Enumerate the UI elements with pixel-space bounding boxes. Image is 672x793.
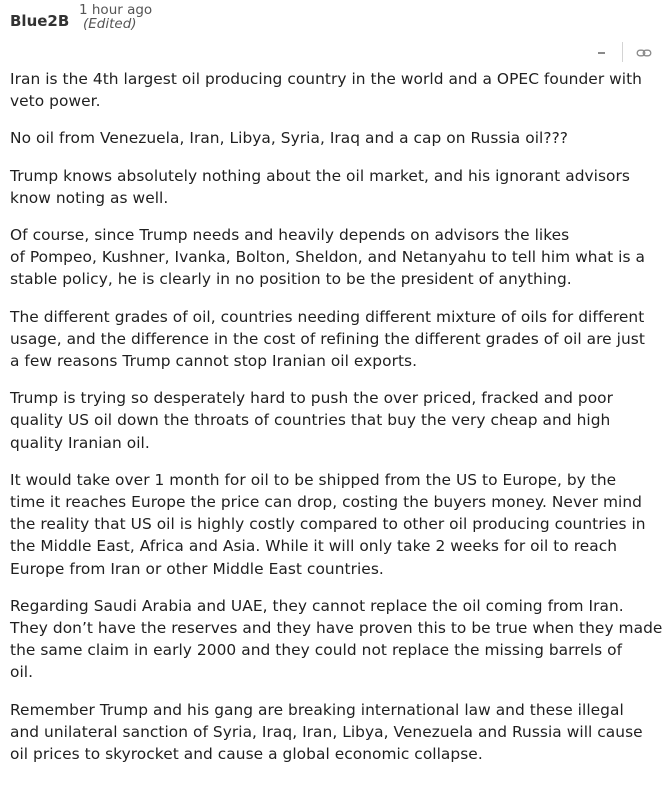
paragraph-line: oil. [10,663,34,682]
comment-body [10,68,670,780]
paragraph-line: Europe from Iran or other Middle East countries. [10,559,384,578]
paragraph-line: know noting as well. [10,188,169,207]
paragraph-line: Trump knows absolutely nothing about the oil market, and his ignorant advisors [10,166,630,185]
comment-paragraph [10,127,670,149]
paragraph-line: of Pompeo, Kushner, Ivanka, Bolton, Sheldon, and Netanyahu to tell him what is a [10,248,645,267]
paragraph-line: Remember Trump and his gang are breaking international law and these illegal [10,700,624,719]
paragraph-line: quality Iranian oil. [10,433,150,452]
comment-author[interactable]: Blue2B [10,12,70,30]
minus-icon[interactable] [596,42,610,62]
paragraph-line: the reality that US oil is highly costly compared to other oil producing countries in [10,515,646,534]
paragraph-line: It would take over 1 month for oil to be shipped from the US to Europe, by the [10,470,617,489]
comment-paragraph [10,595,670,684]
comment-timestamp[interactable]: 1 hour ago [79,2,153,18]
comment-paragraph [10,699,670,766]
paragraph-line: Regarding Saudi Arabia and UAE, they cannot replace the oil coming from Iran. [10,596,624,615]
paragraph-line: and unilateral sanction of Syria, Iraq, Iran, Libya, Venezuela and Russia will cause [10,722,643,741]
paragraph-line: the Middle East, Africa and Asia. While it will only take 2 weeks for oil to reach [10,537,618,556]
comment-paragraph [10,306,670,373]
paragraph-line: time it reaches Europe the price can drop, costing the buyers money. Never mind [10,493,642,512]
paragraph-line: Of course, since Trump needs and heavily depends on advisors the likes [10,226,570,245]
edited-label: (Edited) [83,16,137,32]
paragraph-line: Trump is trying so desperately hard to push the over priced, fracked and poor [10,389,613,408]
paragraph-line: stable policy, he is clearly in no position to be the president of anything. [10,270,572,289]
paragraph-line: No oil from Venezuela, Iran, Libya, Syria, Iraq and a cap on Russia oil??? [10,129,569,148]
comment-paragraph [10,165,670,209]
comment-paragraph [10,469,670,580]
paragraph-line: usage, and the difference in the cost of refining the different grades of oil are just [10,329,645,348]
link-icon[interactable] [636,45,652,59]
paragraph-line: oil prices to skyrocket and cause a global economic collapse. [10,745,483,764]
comment-paragraph [10,387,670,454]
actions-divider [622,42,623,62]
comment-actions [592,42,662,62]
paragraph-line: veto power. [10,92,101,111]
comment-paragraph [10,224,670,291]
paragraph-line: a few reasons Trump cannot stop Iranian oil exports. [10,352,418,371]
paragraph-line: Iran is the 4th largest oil producing country in the world and a OPEC founder with [10,70,642,88]
paragraph-line: the same claim in early 2000 and they could not replace the missing barrels of [10,641,623,660]
comment-paragraph [10,68,670,112]
paragraph-line: quality US oil down the throats of countries that buy the very cheap and high [10,411,611,430]
paragraph-line: The different grades of oil, countries needing different mixture of oils for different [10,307,645,326]
comment-meta [79,3,152,31]
paragraph-line: They don’t have the reserves and they have proven this to be true when they made [10,619,663,638]
